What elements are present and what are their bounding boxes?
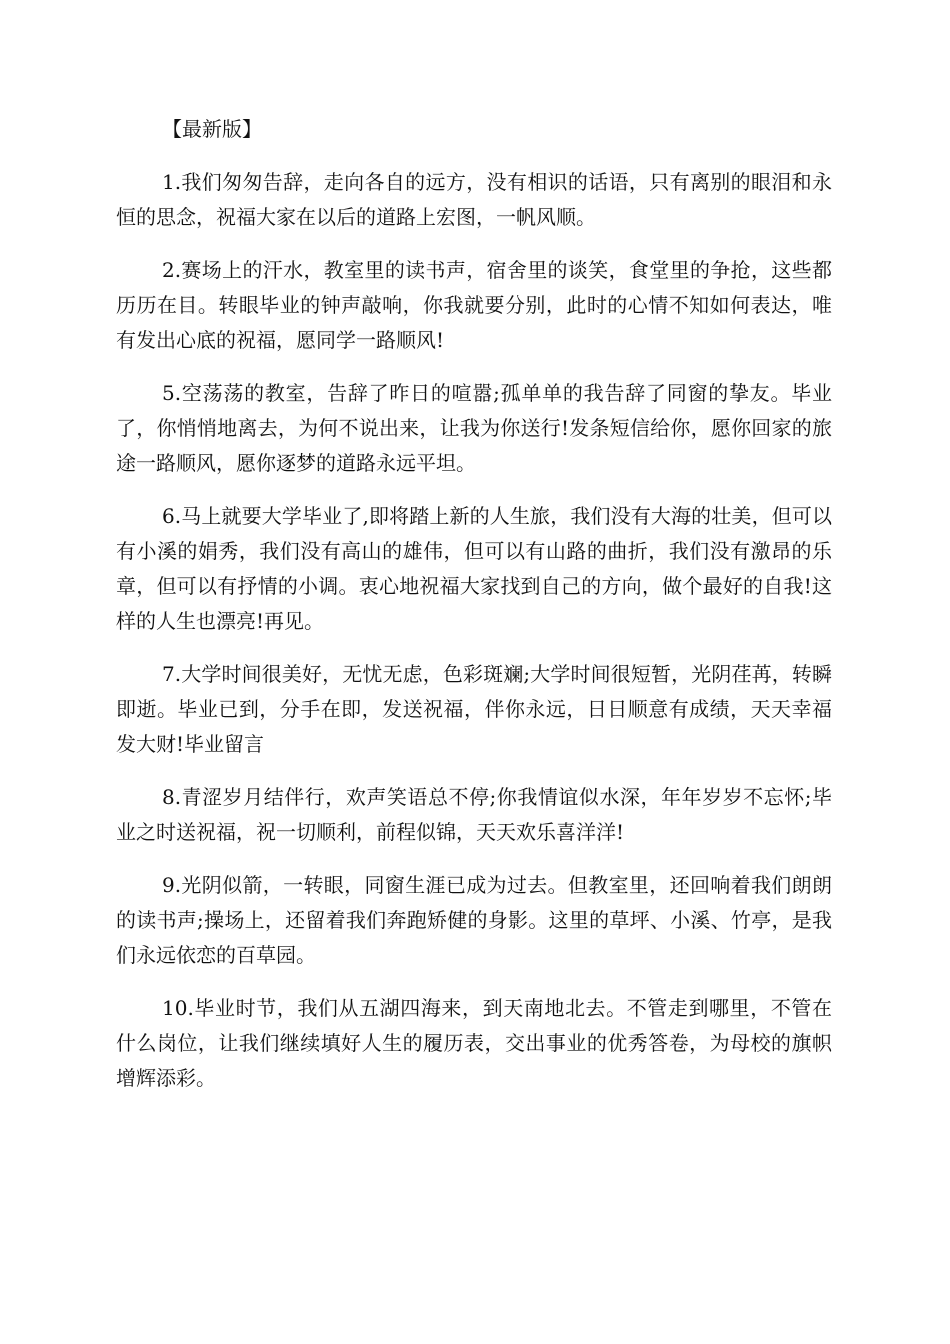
paragraph-9: 9.光阴似箭，一转眼，同窗生涯已成为过去。但教室里，还回响着我们朗朗的读书声;操场上，还留着我们奔跑矫健的身影。这里的草坪、小溪、竹亭，是我们永远依恋的百草园。 (116, 873, 832, 967)
paragraph-10: 10.毕业时节，我们从五湖四海来，到天南地北去。不管走到哪里，不管在什么岗位，让我们继续填好人生的履历表，交出事业的优秀答卷，为母校的旗帜增辉添彩。 (116, 996, 832, 1090)
paragraph-1: 1.我们匆匆告辞，走向各自的远方，没有相识的话语，只有离别的眼泪和永恒的思念，祝福大家在以后的道路上宏图，一帆风顺。 (116, 170, 832, 229)
document-body (116, 112, 832, 1114)
document-heading: 【最新版】 (162, 117, 262, 141)
paragraph-2: 2.赛场上的汗水，教室里的读书声，宿舍里的谈笑，食堂里的争抢，这些都历历在目。转眼毕业的钟声敲响，你我就要分别，此时的心情不知如何表达，唯有发出心底的祝福，愿同学一路顺风! (116, 258, 832, 352)
paragraph-8: 8.青涩岁月结伴行，欢声笑语总不停;你我情谊似水深，年年岁岁不忘怀;毕业之时送祝福，祝一切顺利，前程似锦，天天欢乐喜洋洋! (116, 785, 832, 844)
paragraph-6: 6.马上就要大学毕业了,即将踏上新的人生旅，我们没有大海的壮美，但可以有小溪的娟秀，我们没有高山的雄伟，但可以有山路的曲折，我们没有激昂的乐章，但可以有抒情的小调。衷心地祝福大家找到自己的方向，做个最好的自我!这样的人生也漂亮!再见。 (116, 504, 832, 633)
paragraph-5: 5.空荡荡的教室，告辞了昨日的喧嚣;孤单单的我告辞了同窗的挚友。毕业了，你悄悄地离去，为何不说出来，让我为你送行!发条短信给你，愿你回家的旅途一路顺风，愿你逐梦的道路永远平坦。 (116, 381, 832, 475)
paragraph-7: 7.大学时间很美好，无忧无虑，色彩斑斓;大学时间很短暂，光阴荏苒，转瞬即逝。毕业已到，分手在即，发送祝福，伴你永远，日日顺意有成绩，天天幸福发大财!毕业留言 (116, 662, 832, 756)
